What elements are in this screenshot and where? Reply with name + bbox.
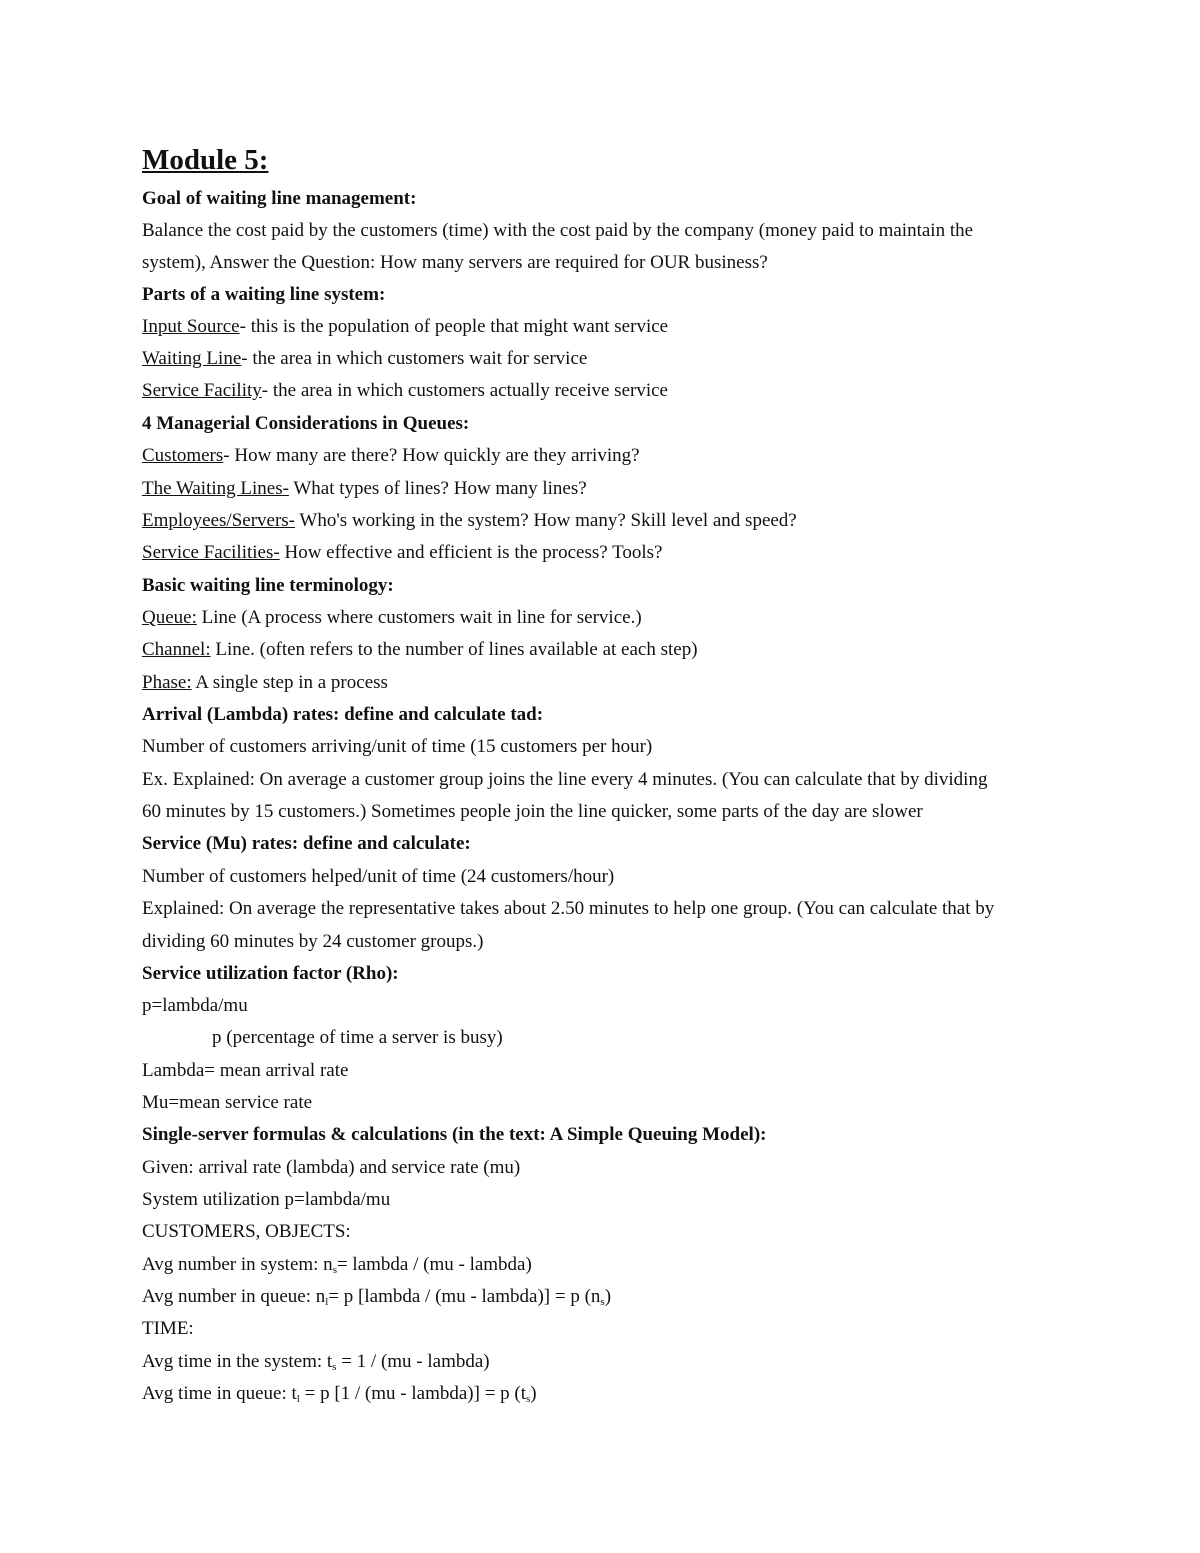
goal-heading: Goal of waiting line management: — [142, 188, 417, 209]
parts-term: Waiting Line — [142, 348, 242, 369]
considerations-item — [142, 508, 797, 534]
formula-close: ) — [604, 1286, 612, 1307]
formula-label: Avg number in system: n — [142, 1254, 333, 1275]
arrival-text-3: 60 minutes by 15 customers.) Sometimes people join the line quicker, some parts of the day are slower — [142, 801, 923, 822]
utilization-formula: p=lambda/mu — [142, 995, 248, 1016]
considerations-term: The Waiting Lines- — [142, 478, 289, 499]
parts-desc: - the area in which customers actually receive service — [261, 380, 668, 401]
arrival-text-1: Number of customers arriving/unit of time (15 customers per hour) — [142, 736, 653, 757]
subscript: s — [332, 1361, 337, 1373]
considerations-desc: What types of lines? How many lines? — [288, 478, 587, 499]
avg-number-in-system — [142, 1252, 532, 1278]
parts-item — [142, 378, 668, 404]
arrival-text-2: Ex. Explained: On average a customer group joins the line every 4 minutes. (You can calculate that by dividing — [142, 769, 988, 790]
goal-text-1: Balance the cost paid by the customers (time) with the cost paid by the company (money paid to maintain the — [142, 220, 974, 241]
considerations-term: Service Facilities- — [142, 542, 280, 563]
service-text-3: dividing 60 minutes by 24 customer groups.) — [142, 931, 484, 952]
customers-objects-heading: CUSTOMERS, OBJECTS: — [142, 1221, 351, 1242]
formula-expression: = 1 / (mu - lambda) — [336, 1351, 490, 1372]
utilization-note: p (percentage of time a server is busy) — [212, 1027, 503, 1048]
utilization-heading: Service utilization factor (Rho): — [142, 963, 399, 984]
avg-number-in-queue — [142, 1284, 611, 1310]
service-text-2: Explained: On average the representative takes about 2.50 minutes to help one group. (You can calculate that by — [142, 898, 995, 919]
terminology-desc: Line. (often refers to the number of lines available at each step) — [210, 639, 698, 660]
terminology-term: Queue: — [142, 607, 197, 628]
formula-label: Avg time in queue: t — [142, 1383, 297, 1404]
single-server-heading: Single-server formulas & calculations (in the text: A Simple Queuing Model): — [142, 1124, 767, 1145]
formula-label: Avg time in the system: t — [142, 1351, 333, 1372]
page-title: Module 5: — [142, 144, 269, 176]
terminology-desc: A single step in a process — [191, 672, 388, 693]
goal-text-2: system), Answer the Question: How many servers are required for OUR business? — [142, 252, 768, 273]
terminology-term: Phase: — [142, 672, 192, 693]
formula-close: ) — [530, 1383, 537, 1404]
subscript: s — [526, 1393, 531, 1405]
formula-expression: = lambda / (mu - lambda) — [336, 1254, 532, 1275]
avg-time-in-queue — [142, 1381, 537, 1407]
time-heading: TIME: — [142, 1318, 194, 1339]
considerations-item — [142, 443, 640, 469]
parts-heading: Parts of a waiting line system: — [142, 284, 386, 305]
service-heading: Service (Mu) rates: define and calculate: — [142, 833, 471, 854]
parts-term: Input Source — [142, 316, 240, 337]
subscript: s — [600, 1296, 605, 1308]
considerations-term: Customers — [142, 445, 224, 466]
given-text: Given: arrival rate (lambda) and service rate (mu) — [142, 1157, 521, 1178]
terminology-desc: Line (A process where customers wait in line for service.) — [196, 607, 642, 628]
parts-item — [142, 314, 668, 340]
considerations-heading: 4 Managerial Considerations in Queues: — [142, 413, 470, 434]
considerations-desc: How effective and efficient is the process? Tools? — [279, 542, 663, 563]
considerations-desc: Who's working in the system? How many? Skill level and speed? — [295, 510, 797, 531]
formula-expression: = p [lambda / (mu - lambda)] = p (n — [328, 1286, 601, 1307]
parts-desc: - the area in which customers wait for service — [241, 348, 588, 369]
terminology-item — [142, 670, 388, 696]
subscript: l — [325, 1296, 329, 1308]
considerations-term: Employees/Servers- — [142, 510, 296, 531]
terminology-item — [142, 637, 698, 663]
system-utilization-text: System utilization p=lambda/mu — [142, 1189, 391, 1210]
terminology-heading: Basic waiting line terminology: — [142, 575, 394, 596]
subscript: l — [296, 1393, 300, 1405]
parts-desc: - this is the population of people that might want service — [239, 316, 669, 337]
avg-time-in-system — [142, 1349, 490, 1375]
arrival-heading: Arrival (Lambda) rates: define and calculate tad: — [142, 704, 544, 725]
parts-item — [142, 346, 587, 372]
considerations-item — [142, 476, 587, 502]
mu-definition: Mu=mean service rate — [142, 1092, 313, 1113]
considerations-desc: - How many are there? How quickly are they arriving? — [223, 445, 640, 466]
parts-term: Service Facility — [142, 380, 262, 401]
terminology-item — [142, 605, 642, 631]
service-text-1: Number of customers helped/unit of time (24 customers/hour) — [142, 866, 615, 887]
considerations-item — [142, 540, 662, 566]
terminology-term: Channel: — [142, 639, 211, 660]
formula-label: Avg number in queue: n — [142, 1286, 326, 1307]
lambda-definition: Lambda= mean arrival rate — [142, 1060, 349, 1081]
subscript: s — [332, 1264, 337, 1276]
formula-expression: = p [1 / (mu - lambda)] = p (t — [299, 1383, 527, 1404]
